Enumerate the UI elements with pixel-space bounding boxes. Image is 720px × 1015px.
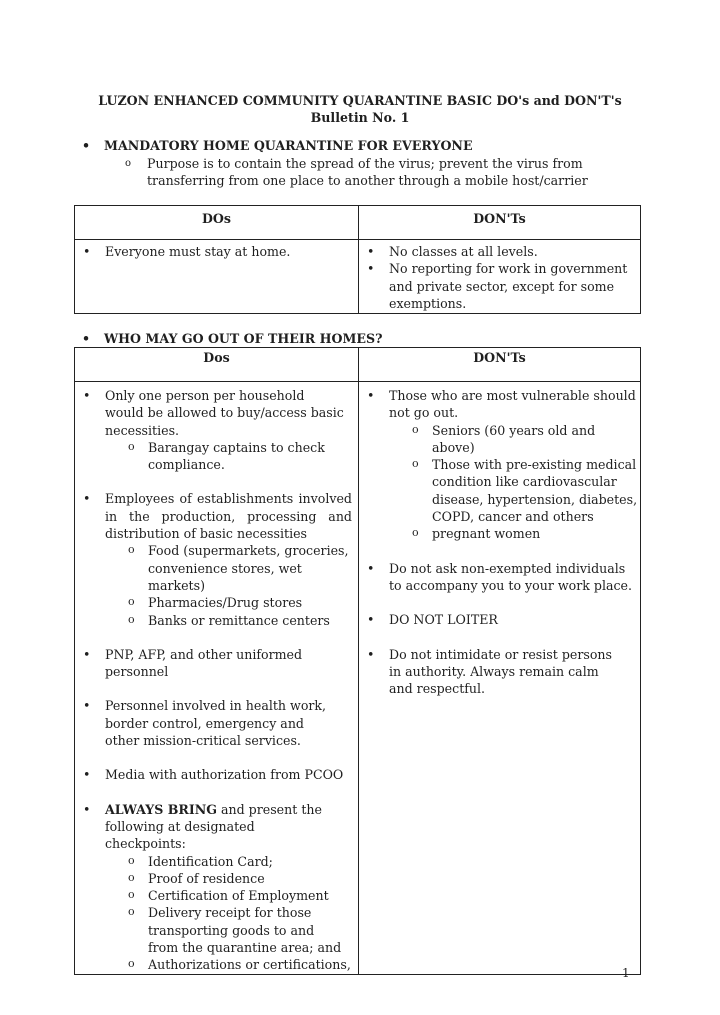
dos-header: Dos <box>75 348 359 382</box>
bullet-icon: • <box>82 138 91 153</box>
dos-subitem: o Banks or remittance centers <box>75 612 358 629</box>
donts-item: • DO NOT LOITER <box>359 611 640 628</box>
donts-item: • No classes at all levels. <box>359 243 640 260</box>
dos-subitem: o Authorizations or certifications, <box>75 956 358 973</box>
dos-item: • Only one person per household would be allowed to buy/access basic necessities. <box>75 387 358 439</box>
dos-item: • Everyone must stay at home. <box>75 243 358 260</box>
dos-item: • Personnel involved in health work, border control, emergency and other mission-critical services. <box>75 697 358 749</box>
donts-subitem: o Seniors (60 years old and above) <box>359 422 640 457</box>
dos-cell <box>75 240 359 314</box>
dos-cell <box>75 382 359 975</box>
document-title <box>0 92 720 126</box>
title-line-1: LUZON ENHANCED COMMUNITY QUARANTINE BASIC DO's and DON'T's <box>98 93 622 108</box>
donts-header: DON'Ts <box>359 206 641 240</box>
bullet-icon: • <box>82 331 91 346</box>
circle-bullet-icon: o <box>125 158 132 169</box>
title-line-2: Bulletin No. 1 <box>310 110 410 125</box>
donts-item: • No reporting for work in government and private sector, except for some exemptions. <box>359 260 640 312</box>
donts-item: • Do not intimidate or resist persons in authority. Always remain calm and respectful. <box>359 646 640 698</box>
dos-item: • ALWAYS BRING and present the following at designated checkpoints: <box>75 801 358 853</box>
donts-cell <box>359 382 641 975</box>
dos-item: • Media with authorization from PCOO <box>75 766 358 783</box>
donts-subitem: o Those with pre-existing medical condition like cardiovascular disease, hypertension, diabetes, COPD, cancer and others <box>359 456 640 525</box>
dos-item: • Employees of establishments involved in the production, processing and distribution of basic necessities <box>75 490 358 542</box>
page-number: 1 <box>622 966 630 980</box>
dos-subitem: o Certification of Employment <box>75 887 358 904</box>
donts-subitem: o pregnant women <box>359 525 640 542</box>
donts-cell <box>359 240 641 314</box>
dos-subitem: o Identification Card; <box>75 853 358 870</box>
dos-subitem: o Food (supermarkets, groceries, convenience stores, wet markets) <box>75 542 358 594</box>
always-bring-label: ALWAYS BRING <box>105 801 217 817</box>
dos-header: DOs <box>75 206 359 240</box>
dos-subitem: o Barangay captains to check compliance. <box>75 439 358 474</box>
section1-table <box>74 205 641 314</box>
donts-header: DON'Ts <box>359 348 641 382</box>
dos-subitem: o Pharmacies/Drug stores <box>75 594 358 611</box>
dos-subitem: o Delivery receipt for those transporting goods to and from the quarantine area; and <box>75 904 358 956</box>
dos-item: • PNP, AFP, and other uniformed personnel <box>75 646 358 681</box>
section1-purpose: o Purpose is to contain the spread of the virus; prevent the virus from transferring from one place to another through a mobile host/carrier <box>125 156 588 188</box>
donts-item: • Those who are most vulnerable should not go out. <box>359 387 640 422</box>
section2-table <box>74 347 641 975</box>
donts-item: • Do not ask non-exempted individuals to accompany you to your work place. <box>359 560 640 595</box>
dos-subitem: o Proof of residence <box>75 870 358 887</box>
